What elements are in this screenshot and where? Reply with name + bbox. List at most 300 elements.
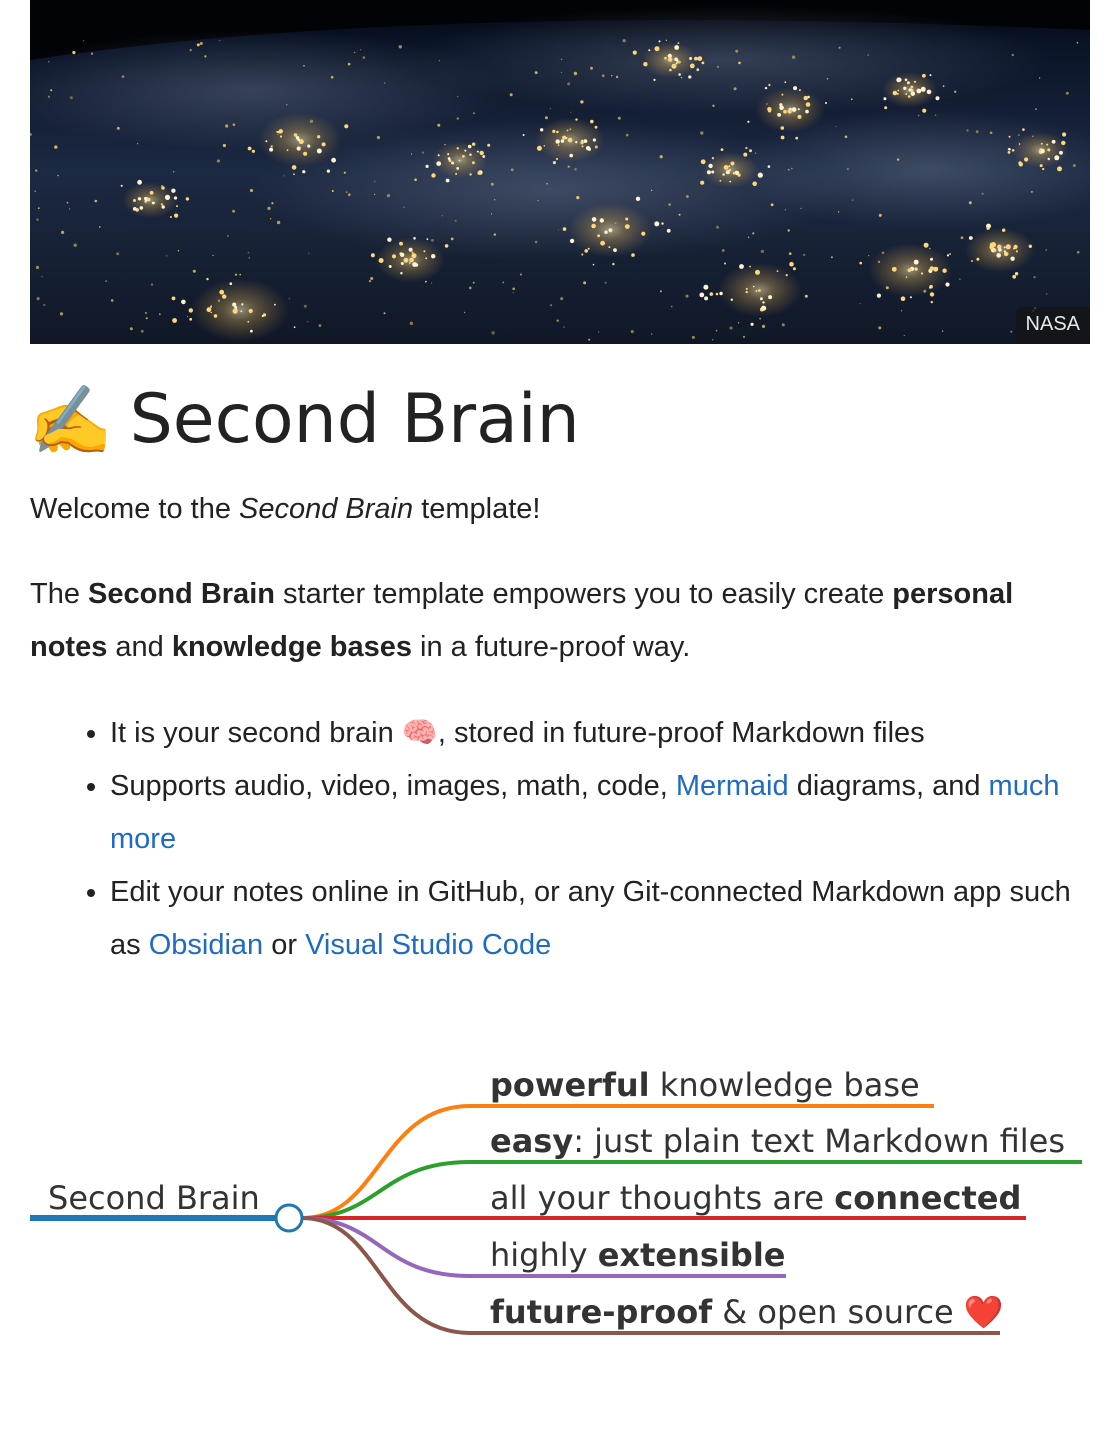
much-more-link[interactable]: much more [110, 770, 1060, 855]
city-light [1047, 148, 1050, 151]
city-light [459, 160, 461, 162]
city-light [456, 167, 459, 170]
city-light [935, 115, 936, 116]
city-light [267, 207, 270, 210]
city-light [760, 297, 763, 300]
city-light [982, 193, 984, 195]
city-light [611, 75, 612, 76]
city-light [212, 255, 213, 256]
city-light [413, 237, 416, 240]
city-light [233, 309, 238, 314]
city-light [319, 324, 322, 327]
city-light [371, 253, 375, 257]
city-light [219, 290, 224, 295]
city-light [1004, 252, 1008, 256]
city-light [550, 108, 551, 109]
city-light [924, 243, 929, 248]
city-light [444, 144, 446, 146]
city-light [544, 145, 546, 147]
city-light [411, 153, 412, 154]
city-light [556, 158, 558, 160]
city-light [1032, 136, 1034, 138]
city-light [204, 55, 206, 57]
city-light [584, 249, 588, 253]
city-light [868, 255, 869, 256]
city-light [211, 305, 212, 306]
city-light [570, 112, 571, 113]
city-light [140, 206, 144, 210]
city-light [1052, 140, 1056, 144]
city-light [595, 126, 598, 129]
city-light [1002, 229, 1005, 232]
city-light [631, 253, 635, 257]
city-light [271, 145, 274, 148]
city-light [280, 135, 282, 137]
city-light [690, 64, 695, 69]
city-light [146, 197, 148, 199]
city-light [588, 339, 590, 341]
city-light [491, 213, 492, 214]
city-light [473, 282, 475, 284]
city-light [777, 113, 781, 117]
city-light [193, 270, 196, 273]
city-light [487, 144, 490, 147]
city-light [937, 267, 939, 269]
city-light [597, 234, 600, 237]
city-light [176, 205, 178, 207]
city-light [633, 51, 637, 55]
city-light [667, 229, 671, 233]
city-light [72, 51, 75, 54]
city-light [700, 131, 703, 134]
city-light [651, 190, 652, 191]
city-light [986, 227, 989, 230]
city-light [250, 189, 253, 192]
city-light [178, 250, 179, 251]
city-light [668, 203, 671, 206]
city-light [704, 296, 708, 300]
text-span: in a future-proof way. [412, 631, 691, 663]
city-light [561, 139, 564, 142]
city-light [439, 60, 440, 61]
city-light [845, 136, 848, 139]
city-light [464, 312, 465, 313]
city-light [784, 81, 786, 83]
city-light [174, 196, 177, 199]
city-light [752, 182, 757, 187]
bold-text: knowledge bases [171, 631, 412, 663]
city-light [930, 74, 932, 76]
city-light [674, 45, 679, 50]
city-light [60, 312, 63, 315]
city-light [882, 252, 885, 255]
city-light [1077, 251, 1080, 254]
city-light [905, 79, 908, 82]
city-light [966, 129, 968, 131]
city-light [759, 318, 761, 320]
city-light [67, 202, 69, 204]
city-light [755, 270, 760, 275]
city-light [719, 292, 722, 295]
city-light [903, 87, 906, 90]
city-light [746, 291, 748, 293]
city-light [105, 280, 106, 281]
city-light [664, 57, 667, 60]
city-light [310, 120, 313, 123]
city-light [1012, 149, 1015, 152]
city-light [671, 306, 673, 308]
city-light [130, 327, 133, 330]
city-light [883, 97, 886, 100]
city-light [792, 107, 797, 112]
mindmap-diagram [0, 1040, 1120, 1370]
city-light [111, 299, 114, 302]
city-light [41, 276, 42, 277]
city-light [575, 141, 577, 143]
city-light [222, 294, 226, 298]
city-light [762, 325, 765, 328]
city-light [133, 207, 137, 211]
city-light [91, 53, 93, 55]
city-light [921, 87, 926, 92]
city-light [374, 194, 375, 195]
city-light [248, 257, 250, 259]
city-light [660, 155, 663, 158]
city-light [274, 304, 276, 306]
city-light [806, 102, 811, 107]
list-item [110, 707, 1090, 760]
city-light [451, 162, 454, 165]
city-light [588, 248, 590, 250]
city-light [1035, 108, 1037, 110]
city-light [431, 254, 435, 258]
city-light [494, 233, 496, 235]
city-light [162, 205, 165, 208]
city-light [908, 268, 912, 272]
city-light [613, 248, 617, 252]
city-light [851, 98, 853, 100]
city-light [36, 219, 38, 221]
city-light [781, 136, 785, 140]
city-light [214, 314, 218, 318]
city-light [1004, 246, 1006, 248]
city-light [1024, 157, 1028, 161]
city-light [805, 295, 808, 298]
city-light [562, 136, 566, 140]
city-light [232, 210, 235, 213]
city-light [590, 67, 593, 70]
city-light [582, 145, 584, 147]
city-light [389, 265, 392, 268]
city-light [426, 165, 429, 168]
city-light [48, 61, 49, 62]
city-light [930, 292, 934, 296]
city-light [425, 257, 427, 259]
city-light [790, 262, 792, 264]
city-light [949, 253, 951, 255]
city-light [623, 39, 626, 42]
city-light [1008, 151, 1011, 154]
city-light [269, 148, 273, 152]
city-light [1057, 166, 1062, 171]
city-light [427, 238, 429, 240]
city-light [580, 141, 583, 144]
city-light [50, 89, 52, 91]
city-light [636, 197, 640, 201]
city-light [369, 280, 371, 282]
city-light [918, 115, 920, 117]
city-light [354, 52, 355, 53]
city-light [755, 153, 756, 154]
city-light [240, 311, 242, 313]
city-light [625, 224, 630, 229]
bold-text: personal notes [30, 578, 1014, 663]
city-light [38, 207, 40, 209]
city-light [604, 231, 607, 234]
city-light [189, 308, 193, 312]
city-light [145, 312, 147, 314]
city-light [765, 87, 767, 89]
city-light [402, 244, 403, 245]
city-light [905, 93, 907, 95]
city-light [502, 282, 504, 284]
city-light [761, 250, 764, 253]
city-light [838, 211, 839, 212]
city-light [591, 224, 596, 229]
city-light [945, 282, 949, 286]
city-light [721, 148, 724, 151]
city-light [669, 69, 672, 72]
city-light [914, 260, 919, 265]
city-light [729, 169, 731, 171]
city-light [307, 145, 310, 148]
branch-label-1: easy: just plain text Markdown files [490, 1122, 1066, 1160]
city-light [768, 165, 771, 168]
city-light [892, 267, 897, 272]
mermaid-link[interactable]: Mermaid [675, 770, 789, 802]
brain-icon: 🧠 [401, 717, 438, 749]
city-light [643, 62, 647, 66]
city-light [400, 272, 402, 274]
city-light [232, 303, 236, 307]
city-light [771, 203, 774, 206]
city-light [914, 81, 916, 83]
city-light [1016, 250, 1018, 252]
city-light [146, 317, 148, 319]
city-light [186, 197, 189, 200]
city-light [250, 330, 253, 333]
text-span: starter template empowers you to easily create [274, 578, 893, 610]
city-light [574, 72, 577, 75]
city-light [847, 168, 849, 170]
city-light [48, 96, 50, 98]
obsidian-link[interactable]: Obsidian [148, 929, 264, 961]
city-light [788, 169, 790, 171]
city-light [1029, 245, 1032, 248]
city-light [447, 153, 449, 155]
city-light [906, 276, 908, 278]
city-light [688, 75, 691, 78]
city-light [287, 149, 289, 151]
city-light [755, 290, 757, 292]
city-light [668, 57, 670, 59]
city-light [284, 175, 285, 176]
city-light [746, 288, 748, 290]
city-light [477, 151, 479, 153]
city-light [1046, 293, 1047, 294]
city-light [1018, 134, 1020, 136]
city-light [803, 254, 805, 256]
city-light [404, 258, 409, 263]
city-light [482, 155, 485, 158]
city-light [586, 146, 590, 150]
city-light [403, 207, 404, 208]
city-light [448, 157, 451, 160]
city-light [223, 144, 226, 147]
city-light [344, 124, 348, 128]
city-light [233, 123, 236, 126]
city-light [583, 281, 586, 284]
city-light [897, 158, 899, 160]
city-light [436, 161, 441, 166]
city-light [877, 294, 881, 298]
city-light [445, 244, 449, 248]
city-light [159, 313, 161, 315]
city-light [804, 96, 808, 100]
city-light [782, 323, 785, 326]
city-light [558, 230, 559, 231]
vscode-link[interactable]: Visual Studio Code [305, 929, 552, 961]
city-light [648, 49, 650, 51]
city-light [469, 154, 471, 156]
city-light [230, 282, 233, 285]
city-light [901, 310, 902, 311]
text-span: Welcome to the [30, 493, 240, 525]
city-light [590, 120, 594, 124]
city-light [412, 258, 414, 260]
city-light [993, 249, 996, 252]
city-light [412, 252, 414, 254]
city-light [442, 215, 443, 216]
city-light [279, 129, 283, 133]
city-light [384, 82, 385, 83]
branch-label-4: future-proof & open source ❤️ [490, 1293, 1004, 1331]
city-light [631, 330, 634, 333]
city-light [710, 292, 714, 296]
city-light [1008, 148, 1011, 151]
city-light [743, 336, 745, 338]
city-light [931, 301, 933, 303]
city-light [720, 180, 722, 182]
city-light [409, 262, 411, 264]
city-light [510, 93, 513, 96]
city-light [173, 171, 174, 172]
text-span: or [263, 929, 306, 961]
city-light [1077, 42, 1079, 44]
city-light [379, 258, 384, 263]
city-light [513, 292, 514, 293]
branch-label-0: powerful knowledge base [490, 1066, 920, 1104]
city-light [602, 74, 605, 77]
city-light [954, 91, 956, 93]
city-light [569, 154, 573, 158]
city-light [161, 203, 163, 205]
city-light [884, 106, 887, 109]
city-light [190, 49, 192, 51]
city-light [672, 64, 677, 69]
city-light [174, 214, 178, 218]
city-light [762, 301, 764, 303]
city-light [575, 118, 577, 120]
city-light [758, 173, 763, 178]
city-light [914, 267, 917, 270]
city-light [308, 253, 309, 254]
city-light [626, 134, 629, 137]
city-light [827, 78, 829, 80]
city-light [722, 249, 725, 252]
city-light [249, 309, 253, 313]
city-light [943, 85, 945, 87]
city-light [839, 47, 841, 49]
city-light [137, 180, 142, 185]
city-light [712, 157, 714, 159]
city-light [729, 181, 731, 183]
city-light [239, 274, 241, 276]
city-light [692, 336, 695, 339]
city-light [43, 304, 45, 306]
city-light [563, 227, 567, 231]
city-light [446, 179, 450, 183]
city-light [735, 50, 738, 53]
city-light [666, 40, 667, 41]
city-light [556, 139, 560, 143]
city-light [294, 133, 298, 137]
city-light [734, 87, 737, 90]
city-light [472, 161, 475, 164]
city-light [936, 96, 940, 100]
city-light [553, 161, 556, 164]
city-light [331, 158, 336, 163]
city-light [172, 297, 176, 301]
city-light [800, 208, 802, 210]
city-light [99, 226, 101, 228]
city-light [37, 297, 40, 300]
city-light [567, 130, 569, 132]
city-light [998, 248, 1001, 251]
city-light [701, 159, 706, 164]
city-light [1046, 144, 1048, 146]
city-light [1009, 136, 1011, 138]
text-span: diagrams, and [788, 770, 989, 802]
city-light [717, 66, 719, 68]
city-light [749, 266, 751, 268]
city-light [777, 270, 779, 272]
city-light [785, 209, 786, 210]
city-light [722, 173, 724, 175]
city-light [171, 189, 175, 193]
city-light [976, 258, 979, 261]
city-light [749, 149, 752, 152]
city-light [384, 312, 386, 314]
city-light [783, 110, 787, 114]
city-light [911, 92, 915, 96]
city-light [689, 57, 692, 60]
city-light [464, 150, 466, 152]
city-light [200, 42, 203, 45]
city-light [241, 303, 243, 305]
city-light [707, 170, 711, 174]
city-light [455, 173, 457, 175]
